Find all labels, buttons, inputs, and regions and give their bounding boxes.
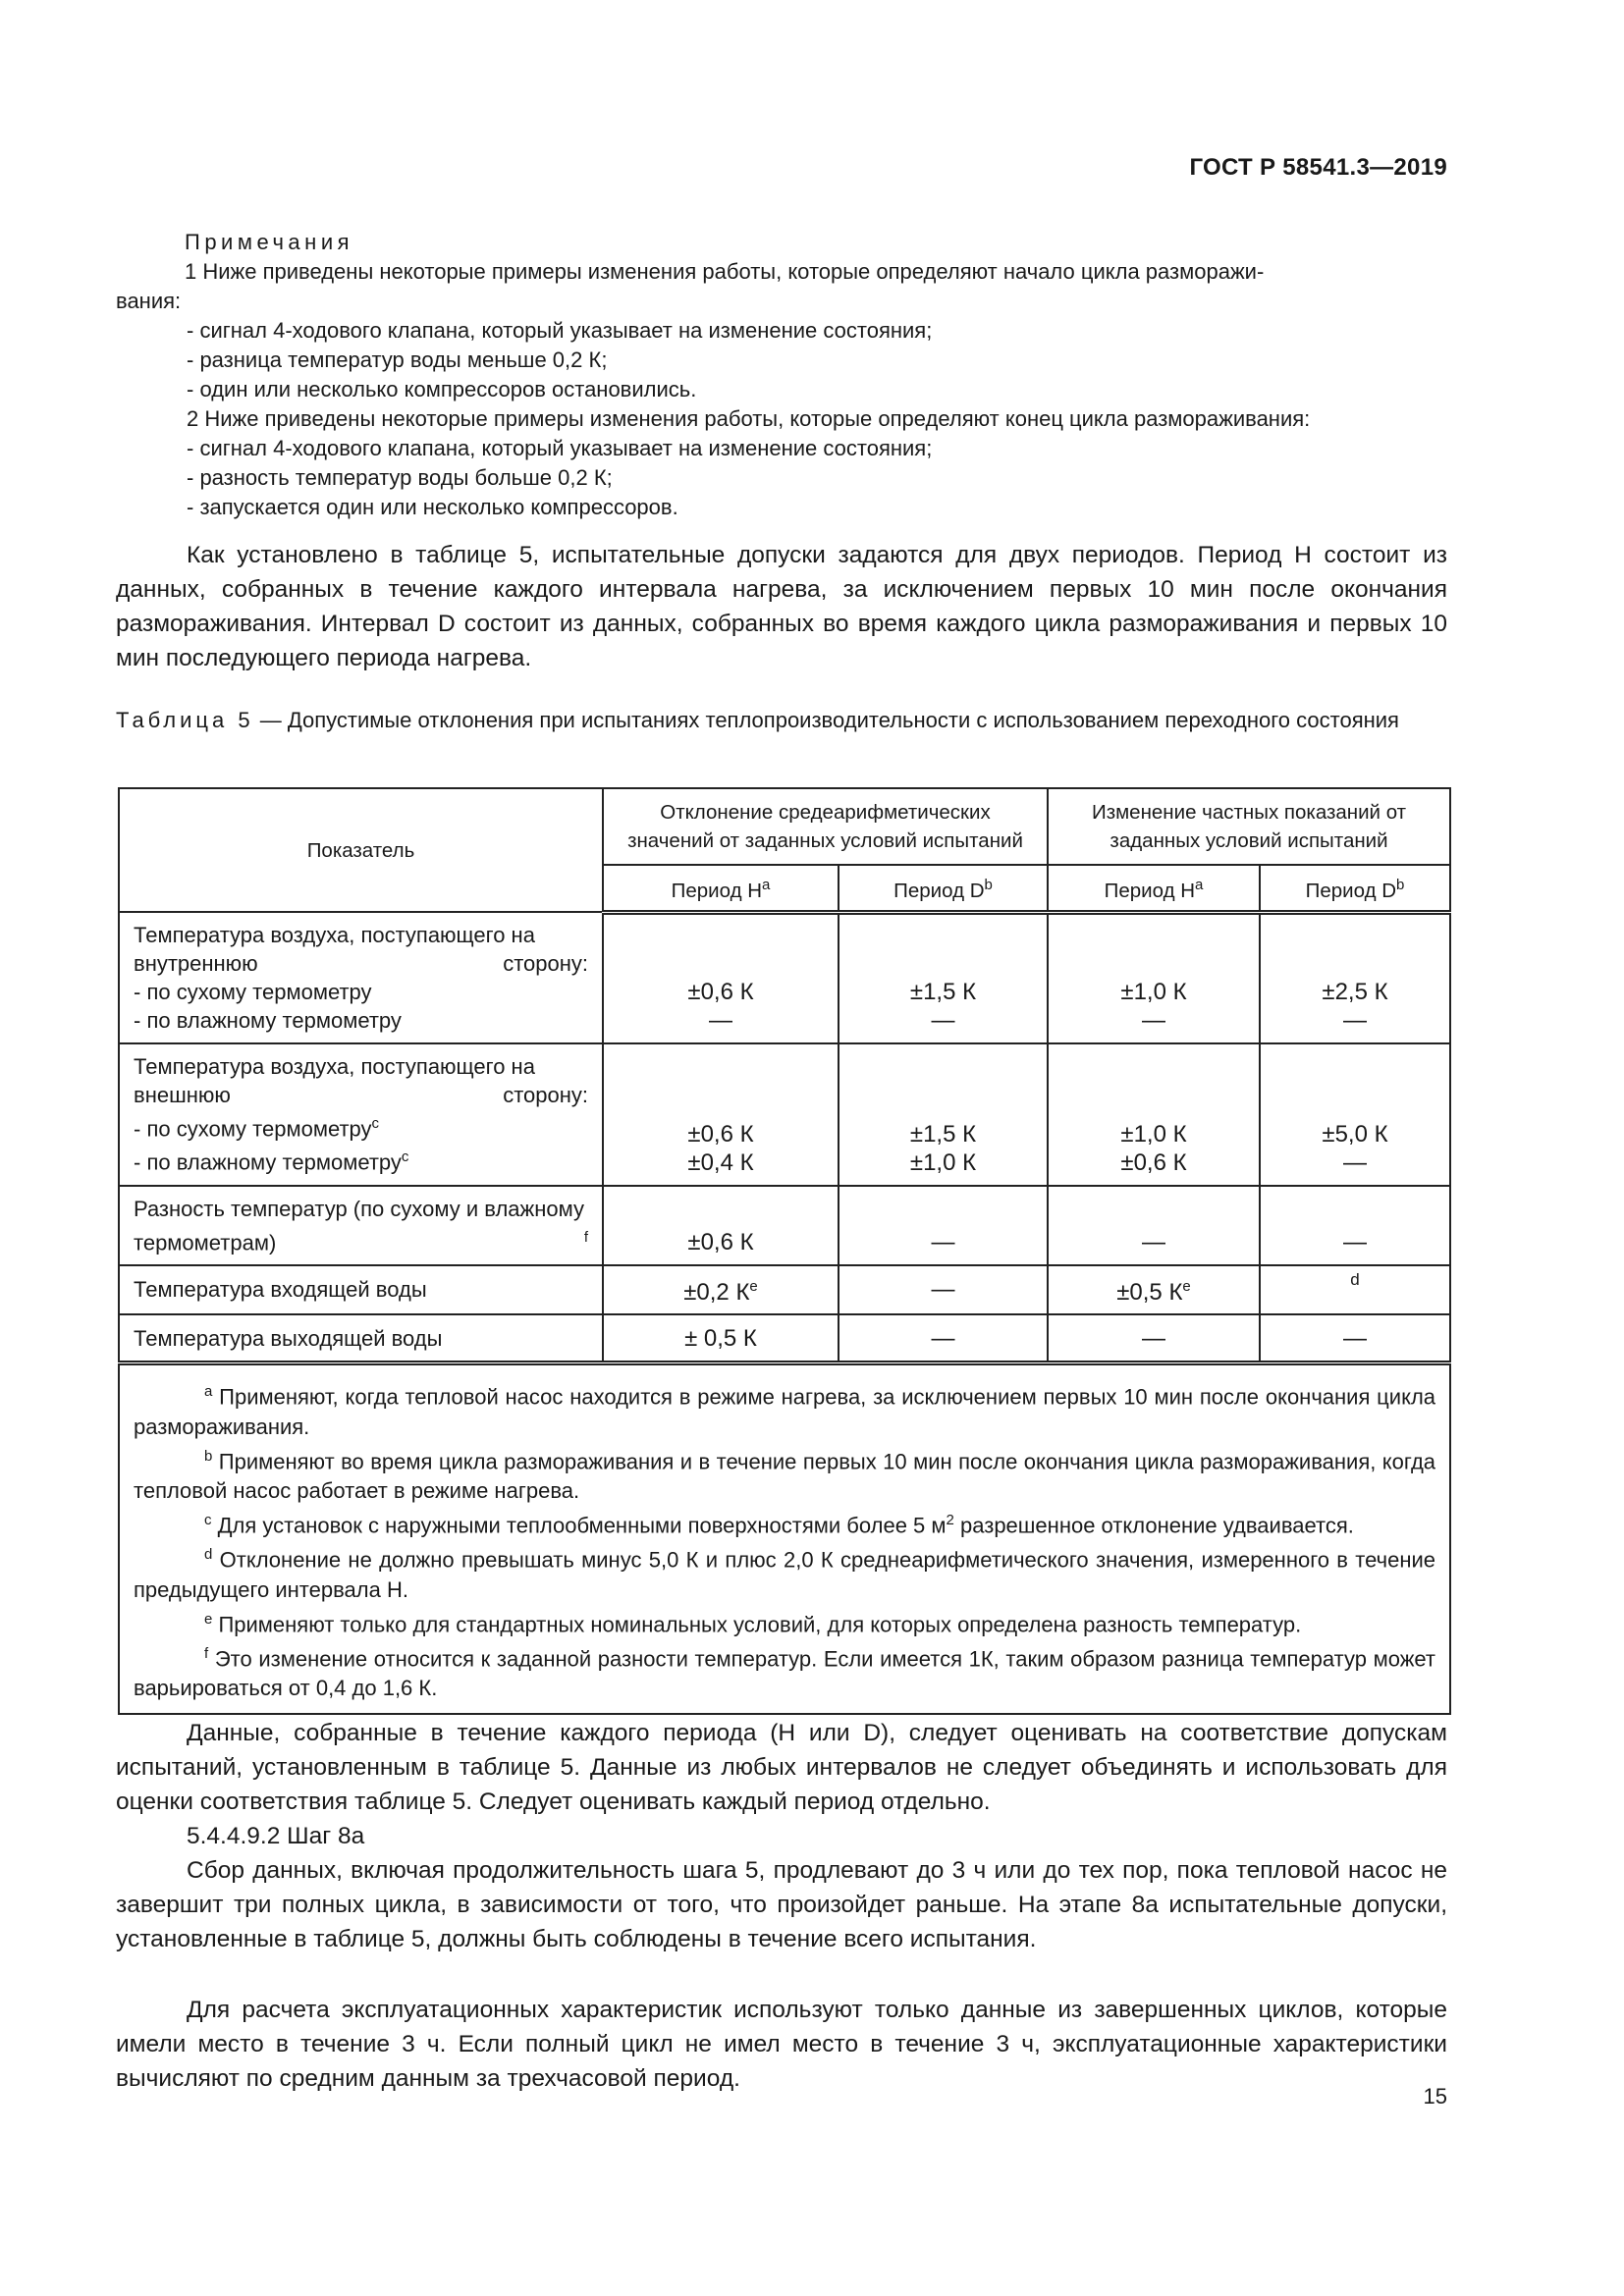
cell: — [1260,1186,1450,1265]
cell: ±1,0 К — [1048,912,1260,1043]
header-period-d: Период $D^b$ [839,865,1048,912]
paragraph-evaluation [116,1716,1447,1819]
row-temp-difference: Разность температур (по сухому и влажному термометрам) $^f$ [119,1186,603,1265]
paragraph-periods [116,538,1447,675]
table-caption-text: — Допустимые отклонения при испытаниях теплопроизводительности с использованием переходного состояния [253,708,1399,732]
notes-title: Примечания [185,230,354,254]
table-row [119,1043,1450,1186]
header-mean-deviation: Отклонение средеарифметических значений от заданных условий испытаний [603,788,1048,865]
paragraph-text: Сбор данных, включая продолжительность шага 5, продлевают до 3 ч или до тех пор, пока тепловой насос не завершит три полных цикла, в зависимости от того, что произойдет раньше. На этапе 8а испытательные допуски, установленные в таблице 5, должны быть соблюдены в течение всего испытания. [116,1857,1447,1952]
paragraph-performance [116,1993,1447,2096]
table-row [119,1186,1450,1265]
cell: ±2,5 К — [1260,912,1450,1043]
cell: ±1,5 К ±1,0 К [839,1043,1048,1186]
note-2: 2 Ниже приведены некоторые примеры изменения работы, которые определяют конец цикла размораживания: [187,406,1311,431]
section-number: 5.4.4.9.2 Шаг 8а [187,1823,365,1849]
cell: ±5,0 К — [1260,1043,1450,1186]
cell: ±1,0 К ±0,6 К [1048,1043,1260,1186]
notes-block [116,228,1447,522]
cell: — [839,1265,1048,1314]
document-code: ГОСТ Р 58541.3—2019 [1189,154,1447,181]
note-2-item: - разность температур воды больше 0,2 К; [187,465,613,490]
tolerance-table [118,787,1451,1715]
paragraph-text: Для расчета эксплуатационных характеристик используют только данные из завершенных циклов, которые имели место в течение 3 ч. Если полный цикл не имел место в течение 3 ч, эксплуатационные характеристики вычисляют по средним данным за трехчасовой период. [116,1997,1447,2092]
table-row [119,1265,1450,1314]
page-number: 15 [1423,2084,1447,2109]
table-caption-label: Таблица 5 [116,708,254,732]
note-2-item: - запускается один или несколько компрессоров. [187,495,678,519]
table-row [119,1314,1450,1363]
paragraph-text: Данные, собранные в течение каждого периода (Н или D), следует оценивать на соответствие допускам испытаний, установленным в таблице 5. Данные из любых интервалов не следует объединять и использовать для оценки соответствия таблице 5. Следует оценивать каждый период отдельно. [116,1720,1447,1815]
table-caption [116,705,1447,735]
header-indicator: Показатель [119,788,603,912]
note-1-item: - разница температур воды меньше 0,2 К; [187,347,608,372]
paragraph-data-collection [116,1853,1447,1956]
row-outlet-water-temp: Температура выходящей воды [119,1314,603,1363]
header-period-h: Период $H^a$ [603,865,839,912]
cell: — [1048,1314,1260,1363]
table-row [119,912,1450,1043]
cell: ±0,6 К ±0,4 К [603,1043,839,1186]
paragraph-text: Как установлено в таблице 5, испытательные допуски задаются для двух периодов. Период Н состоит из данных, собранных в течение каждого интервала нагрева, за исключением первых 10 мин после окончания размораживания. Интервал D состоит из данных, собранных во время каждого цикла размораживания и первых 10 мин последующего периода нагрева. [116,542,1447,671]
header-period-h: Период $H^a$ [1048,865,1260,912]
cell: — [839,1314,1048,1363]
note-1-continuation: вания: [116,289,182,313]
row-outdoor-air-temp: Температура воздуха, поступающего на внешнюю сторону: - по сухому термометру$^c$ - по влажному термометру$^c$ [119,1043,603,1186]
cell: ±0,2 $К^e$ [603,1265,839,1314]
header-individual-change: Изменение частных показаний от заданных условий испытаний [1048,788,1450,865]
cell: — [1260,1314,1450,1363]
table-footnotes: $^a$ Применяют, когда тепловой насос находится в режиме нагрева, за исключением первых 10 мин после окончания цикла размораживания. $^b$ Применяют во время цикла размораживания и в течение первых 10 мин после окончания цикла размораживания, когда тепловой насос работает в режиме нагрева. $^c$ Для установок с наружными теплообменными поверхностями более 5 $м^2$ разрешенное отклонение удваивается. $^d$ Отклонение не должно превышать минус 5,0 К и плюс 2,0 К среднеарифметического значения, измеренного в течение предыдущего интервала Н. $^e$ Применяют только для стандартных номинальных условий, для которых определена разность температур. $^f$ Это изменение относится к заданной разности температур. Если имеется 1К, таким образом разница температур может варьироваться от 0,4 до 1,6 К. [119,1363,1450,1714]
cell: ±0,5 $К^e$ [1048,1265,1260,1314]
note-1-item: - сигнал 4-ходового клапана, который указывает на изменение состояния; [187,318,933,343]
cell: — [1048,1186,1260,1265]
cell: ±0,6 К [603,1186,839,1265]
cell: ± 0,5 К [603,1314,839,1363]
table-footnotes-row [119,1363,1450,1714]
note-1-item: - один или несколько компрессоров остановились. [187,377,697,401]
note-2-item: - сигнал 4-ходового клапана, который указывает на изменение состояния; [187,436,933,460]
header-period-d: Период $D^b$ [1260,865,1450,912]
row-indoor-air-temp: Температура воздуха, поступающего на внутреннюю сторону: - по сухому термометру - по влажному термометру [119,912,603,1043]
section-heading [116,1819,1447,1853]
row-inlet-water-temp: Температура входящей воды [119,1265,603,1314]
cell: — [839,1186,1048,1265]
note-1: 1 Ниже приведены некоторые примеры изменения работы, которые определяют начало цикла разморажи- [185,259,1265,284]
cell: ±1,5 К — [839,912,1048,1043]
cell: d [1260,1265,1450,1314]
cell: ±0,6 К — [603,912,839,1043]
